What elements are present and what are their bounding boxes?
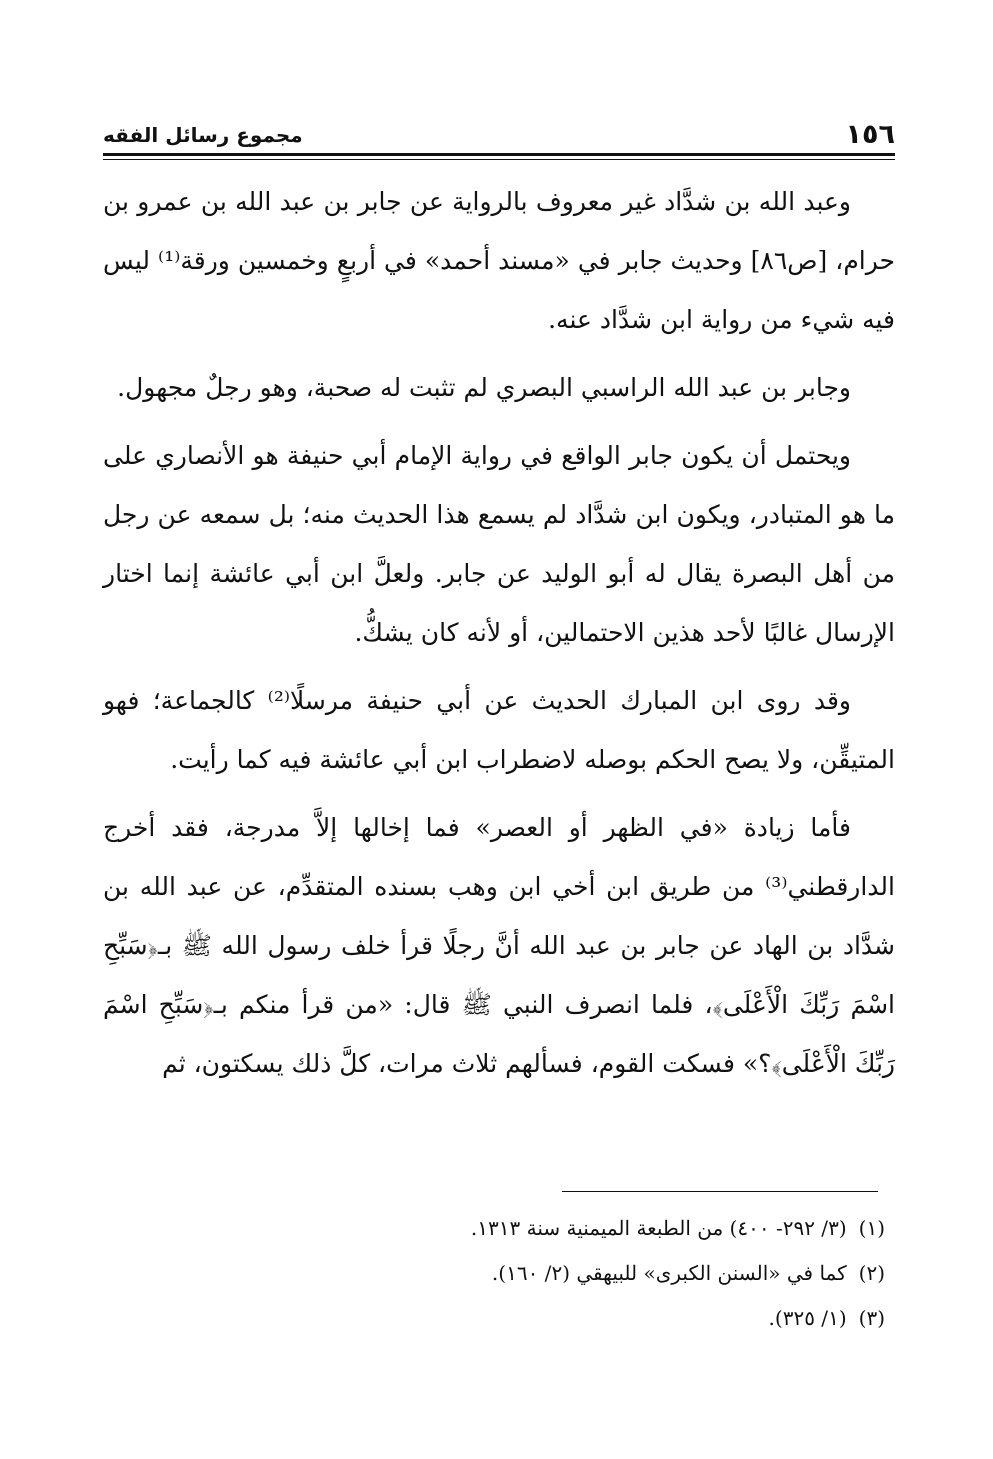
footnote [103,1296,885,1341]
footnote-number: (٣) [858,1306,885,1330]
footnote-number: (٢) [858,1261,885,1285]
header-rule [103,153,895,156]
paragraph: وعبد الله بن شدَّاد غير معروف بالرواية عن جابر بن عبد الله بن عمرو بن حرام، [ص٨٦] وحديث جابر في «مسند أحمد» في أربعٍ وخمسين ورقة⁽¹⁾ ليس فيه شيء من رواية ابن شدَّاد عنه. [103,187,896,334]
footnote-number: (١) [858,1216,885,1240]
footnotes [103,1206,885,1341]
running-header [103,118,895,152]
main-text [103,172,895,1102]
page-number: ١٥٦ [845,119,895,150]
footnote-text: (١/ ٣٢٥). [768,1306,847,1330]
footnote [103,1206,885,1251]
paragraph: وجابر بن عبد الله الراسبي البصري لم تثبت له صحبة، وهو رجلٌ مجهول. [117,373,851,402]
book-title: مجموع رسائل الفقه [103,123,303,147]
footnote-separator [562,1191,878,1192]
paragraph: وقد روى ابن المبارك الحديث عن أبي حنيفة مرسلًا⁽²⁾ كالجماعة؛ فهو المتيقِّن، ولا يصح الحكم بوصله لاضطراب ابن أبي عائشة فيه كما رأيت. [103,686,895,774]
footnote-text: (٣/ ٢٩٢- ٤٠٠) من الطبعة الميمنية سنة ١٣١٣. [470,1216,847,1240]
footnote [103,1251,885,1296]
paragraph: فأما زيادة «في الظهر أو العصر» فما إخالها إلاَّ مدرجة، فقد أخرج الدارقطني⁽³⁾ من طريق ابن أخي ابن وهب بسنده المتقدِّم، عن عبد الله بن شدَّاد بن الهاد عن جابر بن عبد الله أنَّ رجلًا قرأ خلف رسول الله ﷺ بـ﴿سَبِّحِ اسْمَ رَبِّكَ الْأَعْلَى﴾، فلما انصرف النبي ﷺ قال: «من قرأ منكم بـ﴿سَبِّحِ اسْمَ رَبِّكَ الْأَعْلَى﴾؟» فسكت القوم، فسألهم ثلاث مرات، كلَّ ذلك يسكتون، ثم [103,813,895,1078]
footnote-text: كما في «السنن الكبرى» للبيهقي (٢/ ١٦٠). [491,1261,847,1285]
header-rule-thin [103,159,895,160]
paragraph: ويحتمل أن يكون جابر الواقع في رواية الإمام أبي حنيفة هو الأنصاري على ما هو المتبادر، ويكون ابن شدَّاد لم يسمع هذا الحديث منه؛ بل سمعه عن رجل من أهل البصرة يقال له أبو الوليد عن جابر. ولعلَّ ابن أبي عائشة إنما اختار الإرسال غالبًا لأحد هذين الاحتمالين، أو لأنه كان يشكُّ. [103,441,895,647]
